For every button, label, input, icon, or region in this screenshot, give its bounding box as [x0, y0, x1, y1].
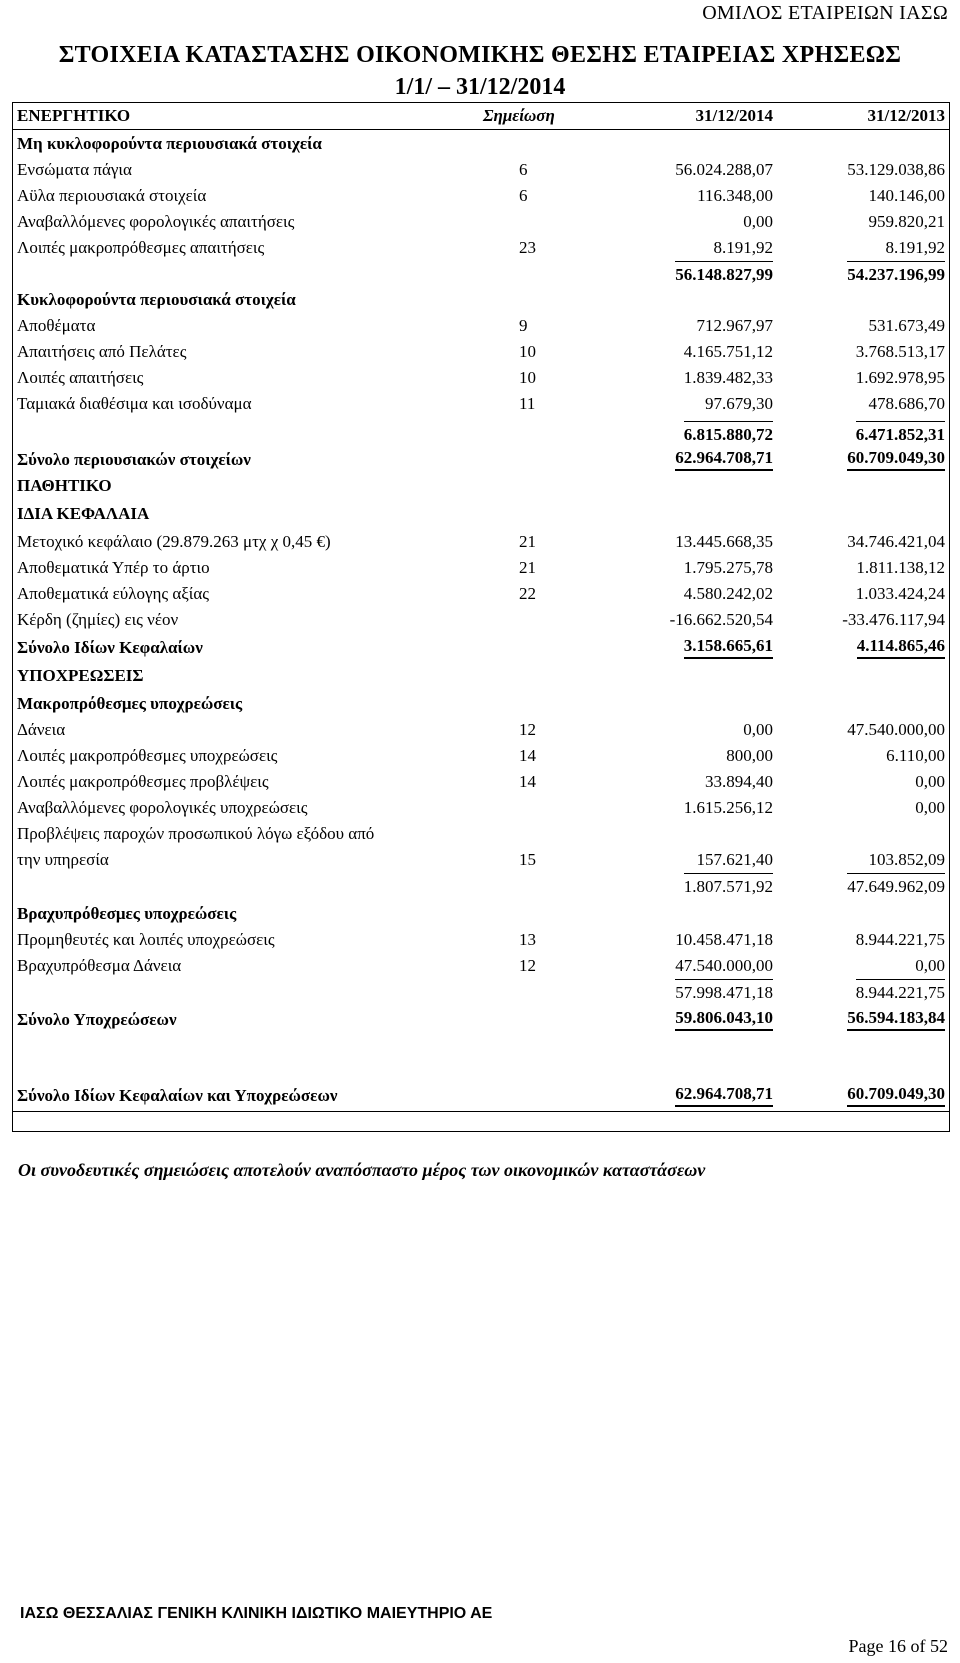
row-value-2014: 8.191,92: [713, 238, 773, 257]
row-value-2013: 60.709.049,30: [847, 1083, 945, 1107]
row-value-2014: 62.964.708,71: [675, 447, 773, 471]
row-note: 10: [519, 342, 536, 361]
table-row: [13, 339, 949, 365]
row-value-2014: 33.894,40: [705, 772, 773, 791]
table-row: [13, 1083, 949, 1109]
row-value-2014: 57.998.471,18: [675, 979, 773, 1006]
table-row: [13, 691, 949, 717]
row-value-2013: 34.746.421,04: [847, 532, 945, 551]
row-label: Προμηθευτές και λοιπές υποχρεώσεις: [17, 930, 275, 949]
row-note: 23: [519, 238, 536, 257]
row-label: Ταμιακά διαθέσιμα και ισοδύναμα: [17, 394, 252, 413]
row-label: Σύνολο Ιδίων Κεφαλαίων και Υποχρεώσεων: [17, 1086, 338, 1105]
row-value-2013: 0,00: [915, 798, 945, 817]
footer-company: ΙΑΣΩ ΘΕΣΣΑΛΙΑΣ ΓΕΝΙΚΗ ΚΛΙΝΙΚΗ ΙΔΙΩΤΙΚΟ ΜΑΙΕΥΤΗΡΙΟ ΑΕ: [20, 1605, 493, 1622]
row-value-2013: 60.709.049,30: [847, 447, 945, 471]
row-note: 15: [519, 850, 536, 869]
table-row: [13, 473, 949, 499]
header-divider: [13, 129, 949, 130]
row-note: 21: [519, 532, 536, 551]
table-row: [13, 209, 949, 235]
table-row: [13, 157, 949, 183]
row-label: Αποθεματικά Υπέρ το άρτιο: [17, 558, 210, 577]
row-value-2014: 116.348,00: [697, 186, 773, 205]
row-label: Μακροπρόθεσμες υποχρεώσεις: [17, 694, 243, 713]
row-value-2013: 53.129.038,86: [847, 160, 945, 179]
row-value-2014: 6.815.880,72: [684, 421, 773, 448]
row-value-2013: -33.476.117,94: [842, 610, 945, 629]
row-value-2013: 478.686,70: [868, 394, 945, 413]
row-label: Μετοχικό κεφάλαιο (29.879.263 μτχ χ 0,45 €): [17, 532, 331, 551]
row-value-2013: 4.114.865,46: [857, 635, 945, 659]
row-label: ΥΠΟΧΡΕΩΣΕΙΣ: [17, 666, 144, 685]
row-label: Αναβαλλόμενες φορολογικές υποχρεώσεις: [17, 798, 308, 817]
row-label: Κέρδη (ζημίες) εις νέον: [17, 610, 179, 629]
year1-column-header: 31/12/2014: [695, 106, 773, 125]
table-row: [13, 555, 949, 581]
company-name: ΟΜΙΛΟΣ ΕΤΑΙΡΕΙΩΝ ΙΑΣΩ: [702, 2, 948, 24]
row-value-2014: 800,00: [726, 746, 773, 765]
table-row: [13, 743, 949, 769]
row-value-2013: 959.820,21: [868, 212, 945, 231]
row-note: 21: [519, 558, 536, 577]
page-title: ΣΤΟΙΧΕΙΑ ΚΑΤΑΣΤΑΣΗΣ ΟΙΚΟΝΟΜΙΚΗΣ ΘΕΣΗΣ ΕΤΑΙΡΕΙΑΣ ΧΡΗΣΕΩΣ: [58, 42, 902, 68]
row-label: Αποθέματα: [17, 316, 96, 335]
row-label: Απαιτήσεις από Πελάτες: [17, 342, 187, 361]
row-note: 14: [519, 772, 536, 791]
row-value-2014: -16.662.520,54: [669, 610, 773, 629]
row-note: 13: [519, 930, 536, 949]
row-value-2013: 0,00: [915, 772, 945, 791]
table-row: [13, 953, 949, 979]
table-row: [13, 927, 949, 953]
row-label: Σύνολο Ιδίων Κεφαλαίων: [17, 638, 203, 657]
row-value-2013: 8.944.221,75: [855, 930, 945, 949]
row-note: 6: [519, 186, 528, 205]
row-value-2013: 103.852,09: [868, 850, 945, 869]
row-note: 14: [519, 746, 536, 765]
row-value-2014: 1.807.571,92: [684, 873, 773, 900]
table-row: [13, 581, 949, 607]
table-row: [13, 421, 949, 447]
row-value-2014: 0,00: [743, 212, 773, 231]
row-label: Λοιπές μακροπρόθεσμες απαιτήσεις: [17, 238, 265, 257]
table-row: [13, 901, 949, 927]
row-label: ΙΔΙΑ ΚΕΦΑΛΑΙΑ: [17, 504, 150, 523]
table-row: [13, 847, 949, 873]
table-header: [13, 103, 949, 129]
table-row: [13, 183, 949, 209]
row-value-2014: 0,00: [743, 720, 773, 739]
row-value-2013: 47.540.000,00: [847, 720, 945, 739]
row-label: Μη κυκλοφορούντα περιουσιακά στοιχεία: [17, 134, 322, 153]
row-value-2014: 4.580.242,02: [683, 584, 773, 603]
row-value-2013: 6.471.852,31: [856, 421, 945, 448]
table-row: [13, 769, 949, 795]
row-value-2014: 1.615.256,12: [683, 798, 773, 817]
row-note: 22: [519, 584, 536, 603]
table-row: [13, 391, 949, 417]
row-value-2014: 10.458.471,18: [675, 930, 773, 949]
row-label: Βραχυπρόθεσμες υποχρεώσεις: [17, 904, 237, 923]
row-value-2014: 1.839.482,33: [683, 368, 773, 387]
table-row: [13, 635, 949, 661]
row-value-2014: 13.445.668,35: [675, 532, 773, 551]
row-value-2013: 140.146,00: [868, 186, 945, 205]
row-value-2013: 1.811.138,12: [856, 558, 945, 577]
row-note: 12: [519, 720, 536, 739]
row-value-2013: 1.692.978,95: [855, 368, 945, 387]
section-header: ΕΝΕΡΓΗΤΙΚΟ: [17, 106, 131, 125]
page-number: Page 16 of 52: [848, 1636, 948, 1656]
row-note: 9: [519, 316, 528, 335]
row-value-2013: 56.594.183,84: [847, 1007, 945, 1031]
table-row: [13, 261, 949, 287]
note-column-header: Σημείωση: [483, 106, 555, 125]
row-value-2013: 1.033.424,24: [855, 584, 945, 603]
row-value-2014: 157.621,40: [696, 850, 773, 869]
row-label: ΠΑΘΗΤΙΚΟ: [17, 476, 112, 495]
balance-sheet-table: [12, 102, 950, 1132]
row-value-2013: 47.649.962,09: [847, 873, 945, 900]
row-value-2013: 6.110,00: [886, 746, 945, 765]
table-row: [13, 873, 949, 899]
row-note: 12: [519, 956, 536, 975]
table-row: [13, 717, 949, 743]
table-row: [13, 131, 949, 157]
row-value-2014: 62.964.708,71: [675, 1083, 773, 1107]
table-row: [13, 313, 949, 339]
table-row: [13, 607, 949, 633]
row-value-2014: 59.806.043,10: [675, 1007, 773, 1031]
row-label: Αναβαλλόμενες φορολογικές απαιτήσεις: [17, 212, 295, 231]
table-row: [13, 287, 949, 313]
table-row: [13, 821, 949, 847]
row-value-2013: 54.237.196,99: [847, 261, 945, 288]
table-row: [13, 795, 949, 821]
table-row: [13, 235, 949, 261]
row-value-2014: 4.165.751,12: [683, 342, 773, 361]
row-value-2013: 8.191,92: [885, 238, 945, 257]
page-subtitle: 1/1/ – 31/12/2014: [394, 74, 566, 100]
total-divider: [13, 1111, 949, 1112]
row-value-2014: 97.679,30: [705, 394, 773, 413]
row-value-2013: 531.673,49: [868, 316, 945, 335]
row-label: Λοιπές απαιτήσεις: [17, 368, 144, 387]
row-label: Δάνεια: [17, 720, 66, 739]
row-note: 11: [519, 394, 536, 413]
row-label: την υπηρεσία: [17, 850, 109, 869]
table-row: [13, 1007, 949, 1033]
table-row: [13, 365, 949, 391]
row-label: Λοιπές μακροπρόθεσμες προβλέψεις: [17, 772, 269, 791]
row-value-2013: 0,00: [915, 956, 945, 975]
table-row: [13, 979, 949, 1005]
row-label: Σύνολο περιουσιακών στοιχείων: [17, 450, 251, 469]
table-row: [13, 663, 949, 689]
row-label: Αϋλα περιουσιακά στοιχεία: [17, 186, 207, 205]
row-note: 6: [519, 160, 528, 179]
row-label: Αποθεματικά εύλογης αξίας: [17, 584, 210, 603]
row-value-2013: 8.944.221,75: [856, 979, 945, 1006]
table-row: [13, 501, 949, 527]
row-value-2014: 47.540.000,00: [675, 956, 773, 975]
table-row: [13, 529, 949, 555]
row-label: Λοιπές μακροπρόθεσμες υποχρεώσεις: [17, 746, 278, 765]
row-label: Προβλέψεις παροχών προσωπικού λόγω εξόδου από: [17, 824, 375, 843]
row-note: 10: [519, 368, 536, 387]
row-label: Ενσώματα πάγια: [17, 160, 132, 179]
year2-column-header: 31/12/2013: [867, 106, 945, 125]
row-label: Κυκλοφορούντα περιουσιακά στοιχεία: [17, 290, 296, 309]
row-value-2014: 56.148.827,99: [675, 261, 773, 288]
row-value-2014: 3.158.665,61: [684, 635, 773, 659]
row-value-2014: 56.024.288,07: [675, 160, 773, 179]
notes-disclaimer: Οι συνοδευτικές σημειώσεις αποτελούν αναπόσπαστο μέρος των οικονομικών καταστάσεων: [18, 1160, 706, 1180]
table-row: [13, 447, 949, 473]
row-label: Σύνολο Υποχρεώσεων: [17, 1010, 177, 1029]
row-label: Βραχυπρόθεσμα Δάνεια: [17, 956, 182, 975]
row-value-2014: 712.967,97: [696, 316, 773, 335]
row-value-2013: 3.768.513,17: [855, 342, 945, 361]
row-value-2014: 1.795.275,78: [683, 558, 773, 577]
